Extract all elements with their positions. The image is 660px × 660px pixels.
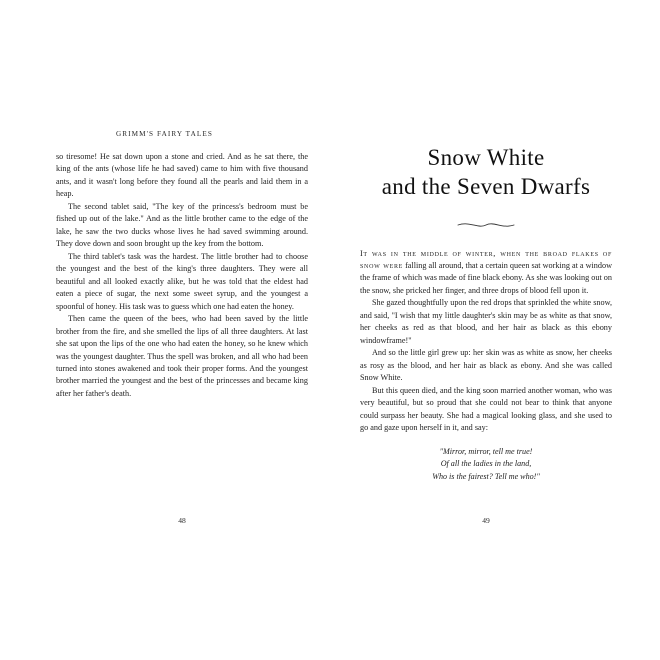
paragraph: She gazed thoughtfully upon the red drops that sprinkled the white snow, and said, "I wish that my little daughter's skin may be as white as that snow, her cheeks as red as that blood, and her hair as black as this ebony windowframe!"	[360, 298, 612, 345]
page-number-left: 48	[178, 516, 186, 525]
right-page	[360, 130, 612, 540]
page-number-right: 49	[482, 516, 490, 525]
left-page-body	[56, 151, 308, 400]
paragraph: The third tablet's task was the hardest. The little brother had to choose the youngest and the best of the king's three daughters. They were all beautiful and all looked exactly alike, but he was told that the eldest had eaten a piece of sugar, the next some sweet syrup, and the youngest a spoonful of honey. His task was to guess which one had eaten the honey.	[56, 251, 308, 311]
verse-line: "Mirror, mirror, tell me true!	[439, 446, 533, 456]
paragraph: But this queen died, and the king soon married another woman, who was very beautiful, but so proud that she could not bear to think that anyone could surpass her beauty. She had a magical looking glass, and she used to go and gaze upon herself in it, and say:	[360, 385, 612, 433]
verse-block	[360, 446, 612, 484]
verse-line: Of all the ladies in the land,	[440, 459, 532, 469]
chapter-title-line-1: Snow White	[427, 145, 545, 170]
left-page	[56, 130, 308, 540]
opening-smallcaps: It was in the middle of winter, when the broad flakes of snow were	[360, 248, 612, 270]
chapter-title-line-2: and the Seven Dwarfs	[381, 173, 591, 199]
verse-line: Who is the fairest? Tell me who!"	[432, 471, 540, 481]
paragraph: so tiresome! He sat down upon a stone and cried. And as he sat there, the king of the ants (whose life he had saved) came to him with five thousand ants, and it wasn't long before they found all the pearls and laid them in a heap.	[56, 152, 308, 199]
opening-rest: falling all around, that a certain queen sat working at a window the frame of which was made of fine black ebony. As she was looking out on the snow, she pricked her finger, and three drops of blood fell upon it.	[360, 260, 612, 295]
paragraph: And so the little girl grew up: her skin was as white as snow, her cheeks as rosy as the blood, and her hair as black as ebony. And she was called Snow White.	[360, 348, 612, 383]
swash-ornament-icon	[360, 216, 612, 226]
opening-paragraph	[360, 248, 612, 298]
paragraph: The second tablet said, "The key of the princess's bedroom must be fished up out of the lake." And as the little brother came to the edge of the lake, he saw the two ducks whose lives he had saved swimming around. They dove down and soon brought up the key from the bottom.	[56, 201, 308, 249]
running-head: GRIMM'S FAIRY TALES	[116, 130, 213, 138]
right-page-body	[360, 248, 612, 484]
paragraph: Then came the queen of the bees, who had been saved by the little brother from the fire, and she smelled the lips of all three daughters. At last she sat upon the lips of the one who had eaten the honey, so he knew which was the youngest daughter. Thus the spell was broken, and all who had been turned into stones awakened and took their proper forms. And the youngest brother married the youngest and the best of the princesses and became king after her father's death.	[56, 314, 308, 398]
chapter-title	[360, 144, 612, 202]
